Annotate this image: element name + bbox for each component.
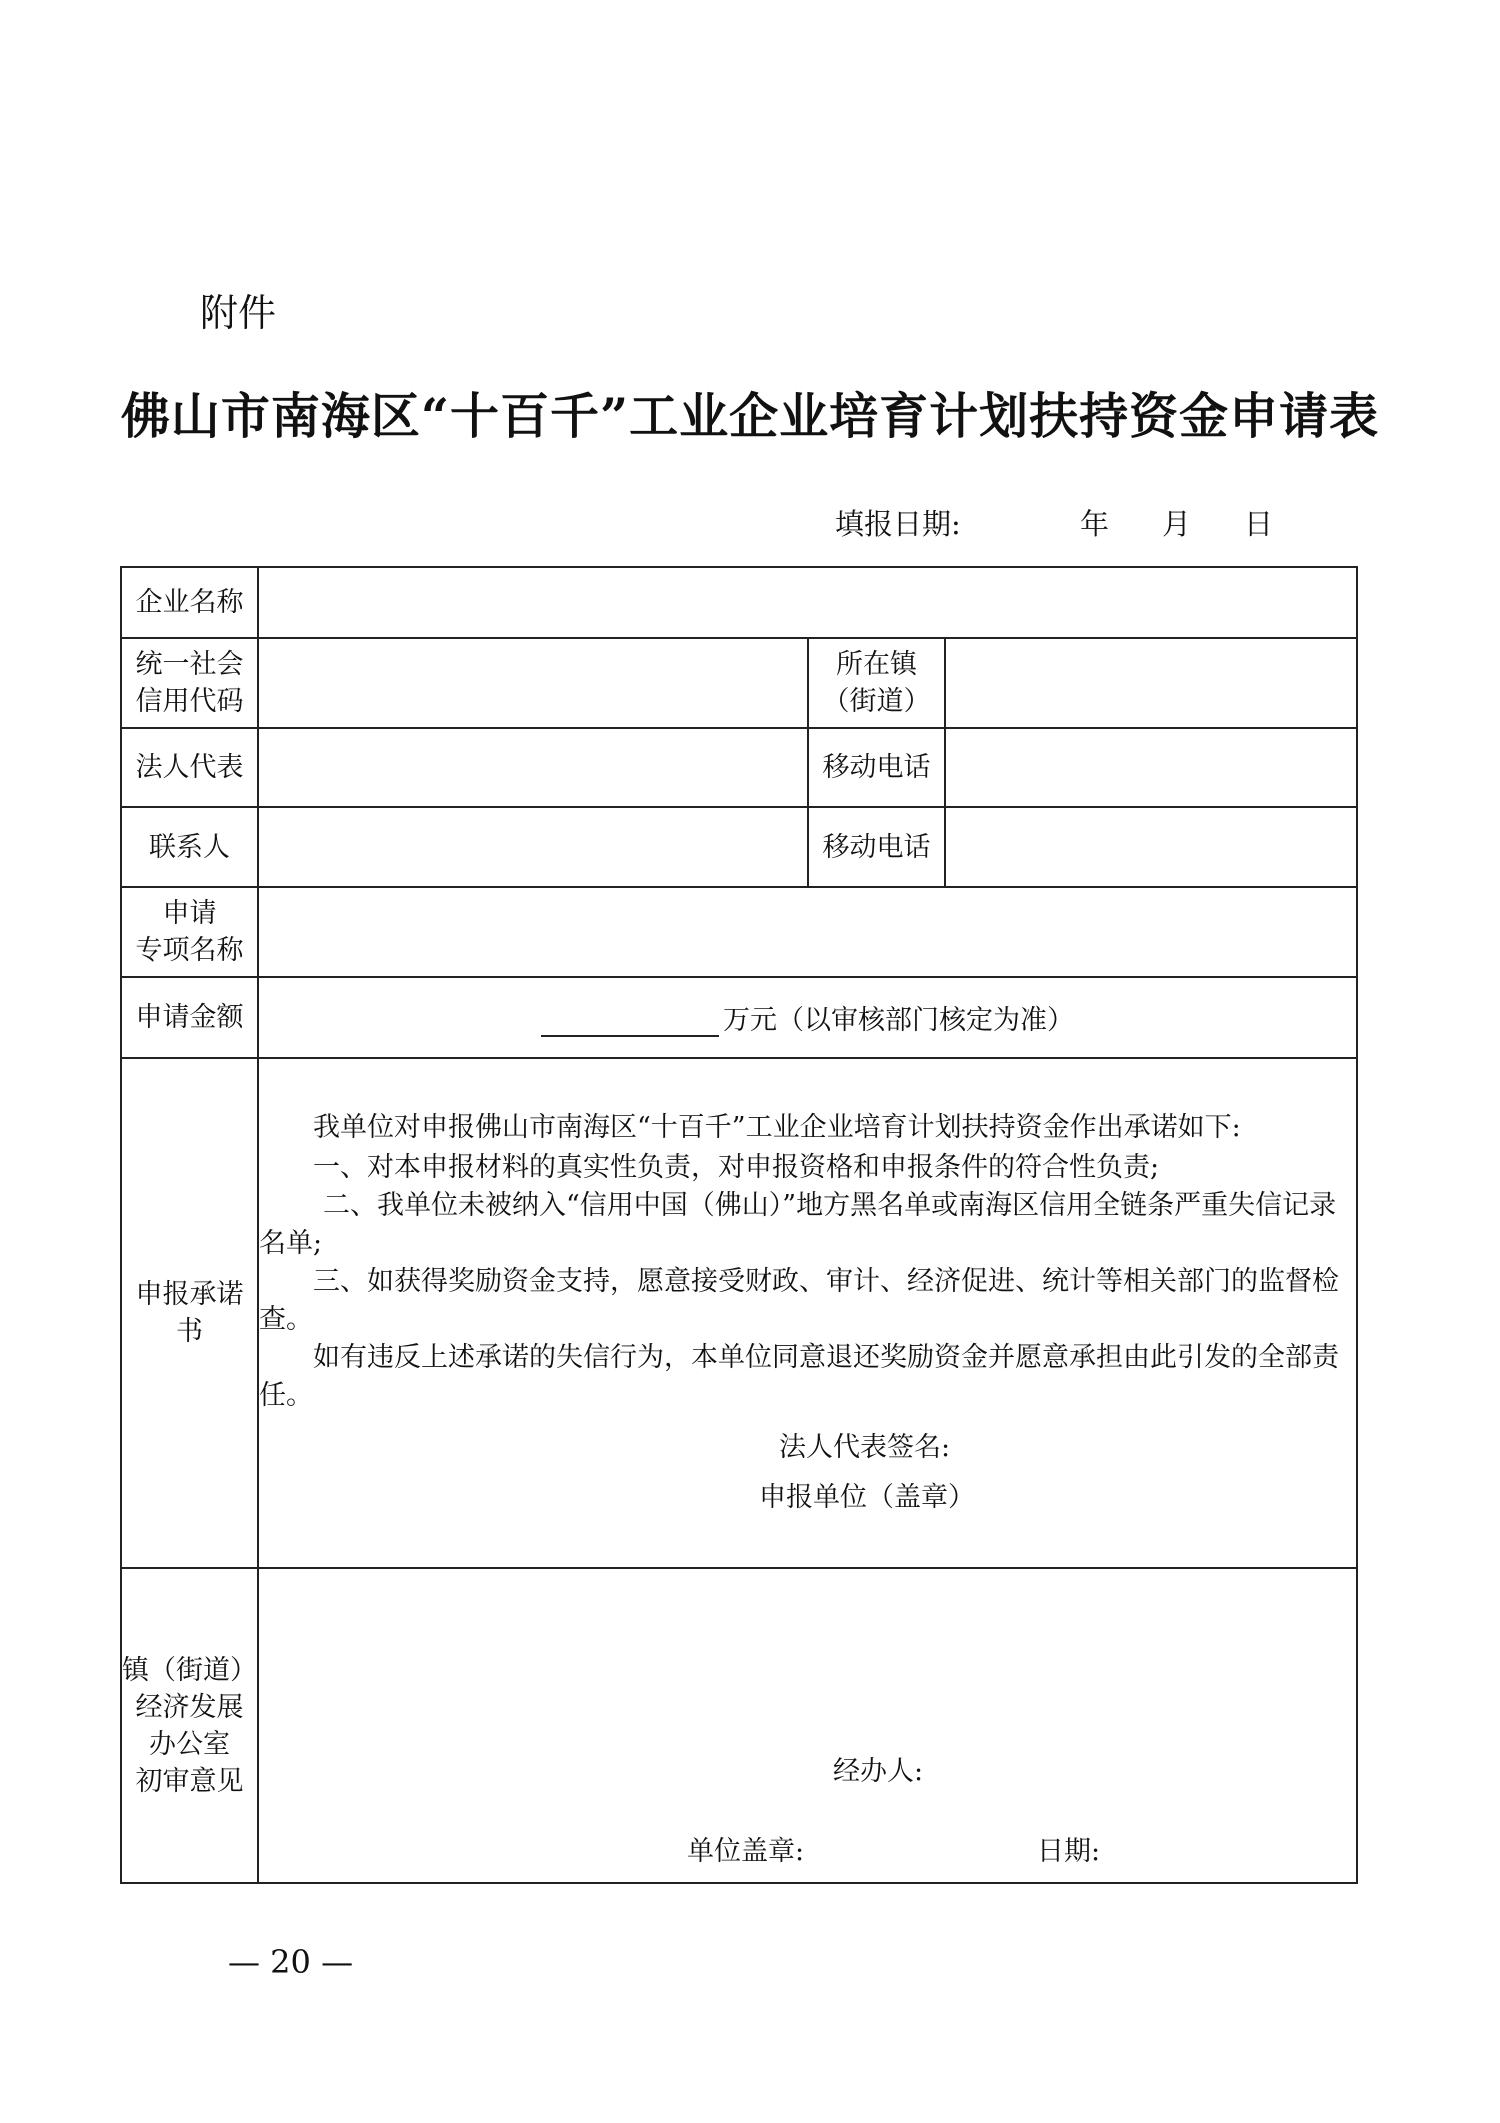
contact-label: 联系人 bbox=[121, 807, 258, 887]
row-legal-rep bbox=[121, 728, 1357, 807]
pledge-closing: 如有违反上述承诺的失信行为，本单位同意退还奖励资金并愿意承担由此引发的全部责任。 bbox=[259, 1342, 1339, 1411]
contact-mobile-field[interactable] bbox=[945, 807, 1357, 887]
legal-rep-mobile-field[interactable] bbox=[945, 728, 1357, 807]
town-field[interactable] bbox=[945, 638, 1357, 728]
legal-rep-field[interactable] bbox=[258, 728, 808, 807]
pledge-text-cell bbox=[258, 1058, 1357, 1568]
company-name-field[interactable] bbox=[258, 567, 1357, 638]
row-amount bbox=[121, 977, 1357, 1058]
row-review bbox=[121, 1568, 1357, 1883]
pledge-item-2: 二、我单位未被纳入“信用中国（佛山）”地方黑名单或南海区信用全链条严重失信记录名单; bbox=[259, 1190, 1337, 1259]
amount-suffix: 万元（以审核部门核定为准） bbox=[723, 1005, 1075, 1036]
pledge-item-3: 三、如获得奖励资金支持，愿意接受财政、审计、经济促进、统计等相关部门的监督检查。 bbox=[259, 1266, 1339, 1335]
row-pledge bbox=[121, 1058, 1357, 1568]
review-date-label: 日期: bbox=[1037, 1836, 1101, 1867]
pledge-item-1: 一、对本申报材料的真实性负责，对申报资格和申报条件的符合性负责; bbox=[313, 1152, 1160, 1183]
handler-label: 经办人: bbox=[833, 1756, 924, 1787]
row-company-name bbox=[121, 567, 1357, 638]
pledge-label bbox=[121, 1058, 258, 1568]
legal-rep-mobile-label: 移动电话 bbox=[808, 728, 945, 807]
amount-blank-field[interactable] bbox=[541, 1007, 719, 1037]
project-name-label bbox=[121, 887, 258, 977]
application-form-table bbox=[120, 566, 1358, 1884]
town-label bbox=[808, 638, 945, 728]
month-label: 月 bbox=[1162, 507, 1192, 541]
unit-seal-label: 单位盖章: bbox=[687, 1836, 805, 1867]
town-label-line1: 所在镇 bbox=[836, 649, 917, 680]
pledge-label-line1: 申报承诺 bbox=[135, 1279, 244, 1310]
review-opinion-cell[interactable] bbox=[258, 1568, 1357, 1883]
pledge-label-line2: 书 bbox=[176, 1316, 203, 1347]
form-title: 佛山市南海区“十百千”工业企业培育计划扶持资金申请表 bbox=[120, 387, 1380, 445]
pledge-seal-label: 申报单位（盖章） bbox=[759, 1482, 975, 1513]
town-label-line2: （街道） bbox=[822, 686, 931, 717]
project-name-field[interactable] bbox=[258, 887, 1357, 977]
pledge-signature-label: 法人代表签名: bbox=[779, 1432, 951, 1463]
attachment-label: 附件 bbox=[200, 291, 277, 335]
review-label-line2: 经济发展 bbox=[135, 1691, 244, 1723]
review-label bbox=[121, 1568, 258, 1883]
amount-cell bbox=[258, 977, 1357, 1058]
project-name-label-line1: 申请 bbox=[162, 898, 217, 929]
credit-code-label-line1: 统一社会 bbox=[135, 649, 244, 680]
contact-field[interactable] bbox=[258, 807, 808, 887]
day-label: 日 bbox=[1244, 507, 1274, 541]
company-name-label: 企业名称 bbox=[121, 567, 258, 638]
fill-date-label: 填报日期: bbox=[835, 507, 961, 541]
pledge-intro: 我单位对申报佛山市南海区“十百千”工业企业培育计划扶持资金作出承诺如下: bbox=[313, 1112, 1241, 1143]
year-label: 年 bbox=[1080, 507, 1110, 541]
contact-mobile-label: 移动电话 bbox=[808, 807, 945, 887]
row-project-name bbox=[121, 887, 1357, 977]
review-label-line1: 镇（街道） bbox=[122, 1654, 257, 1686]
credit-code-label-line2: 信用代码 bbox=[135, 686, 244, 717]
credit-code-label bbox=[121, 638, 258, 728]
project-name-label-line2: 专项名称 bbox=[135, 935, 244, 966]
amount-label: 申请金额 bbox=[121, 977, 258, 1058]
row-contact bbox=[121, 807, 1357, 887]
page-number: — 20 — bbox=[228, 1943, 354, 1981]
legal-rep-label: 法人代表 bbox=[121, 728, 258, 807]
review-label-line4: 初审意见 bbox=[135, 1765, 244, 1797]
row-credit-code bbox=[121, 638, 1357, 728]
fill-date-line bbox=[835, 502, 1273, 543]
credit-code-field[interactable] bbox=[258, 638, 808, 728]
review-label-line3: 办公室 bbox=[149, 1728, 230, 1760]
